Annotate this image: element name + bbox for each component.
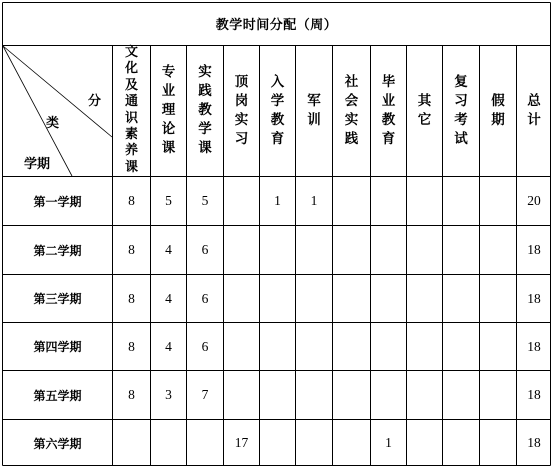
table-cell [333,371,370,419]
schedule-table [2,2,551,466]
column-header: 社 会 实 践 [344,73,359,147]
table-cell: 17 [234,435,249,450]
corner-label-type: 类 [46,116,60,131]
table-cell [371,371,406,419]
table-cell [480,420,516,466]
table-cell [371,323,406,370]
table-cell [407,226,442,274]
corner-label-category: 分 [88,94,102,109]
table-cell: 8 [128,338,135,354]
table-cell [333,275,370,322]
table-cell: 4 [165,242,172,257]
table-cell [333,177,370,225]
table-cell [260,275,295,322]
column-header: 假 期 [491,92,505,128]
corner-label-semester: 学期 [24,157,51,172]
table-cell: 3 [165,387,172,402]
table-cell: 8 [128,242,135,257]
column-header: 军 训 [307,92,321,128]
table-cell [333,226,370,274]
row-label: 第三学期 [33,292,82,306]
table-cell [151,420,186,466]
table-cell: 1 [310,193,318,208]
table-cell [260,371,295,419]
table-cell: 8 [128,290,135,306]
column-header: 入 学 教 育 [270,73,285,147]
table-cell: 8 [128,387,135,402]
column-header: 总 计 [527,92,541,128]
table-cell: 6 [201,242,209,257]
table-cell [333,323,370,370]
column-header: 实 践 教 学 课 [198,64,212,156]
table-cell [480,275,516,322]
table-cell [407,323,442,370]
table-cell [113,420,150,466]
table-cell: 18 [527,435,541,450]
column-header: 专 业 理 论 课 [161,64,176,156]
row-label: 第四学期 [33,340,82,354]
column-header: 文 化 及 通 识 素 养 课 [124,44,138,175]
table-cell [480,371,516,419]
table-cell [296,371,332,419]
table-cell [224,275,259,322]
table-title: 教学时间分配（周） [215,18,338,33]
table-cell: 4 [165,338,172,354]
table-cell [224,226,259,274]
table-cell [443,177,479,225]
table-cell [296,420,332,466]
table-cell: 18 [527,242,541,257]
column-header: 毕 业 教 育 [381,73,396,147]
table-cell: 8 [128,193,135,208]
table-cell: 1 [274,193,281,208]
table-cell [224,371,259,419]
table-cell [407,177,442,225]
table-cell [443,226,479,274]
column-header: 复 习 考 试 [454,73,468,147]
table-cell: 20 [527,193,541,208]
row-label: 第六学期 [33,436,82,451]
table-cell: 6 [201,338,209,354]
table-cell: 7 [201,387,209,402]
row-label: 第五学期 [33,388,82,403]
table-cell: 18 [527,387,541,402]
table-cell: 5 [165,193,172,208]
table-cell [443,275,479,322]
table-cell [371,177,406,225]
table-cell [480,177,516,225]
table-cell [260,226,295,274]
table-cell [224,177,259,225]
table-cell [443,420,479,466]
table-cell [443,323,479,370]
table-cell [480,323,516,370]
table-cell: 1 [385,435,392,450]
table-cell [333,420,370,466]
table-cell [296,275,332,322]
table-cell [260,420,295,466]
column-header: 顶 岗 实 习 [234,73,249,147]
table-cell [480,226,516,274]
table-cell: 18 [527,338,541,354]
table-cell [296,323,332,370]
table-cell: 6 [201,290,209,306]
row-label: 第一学期 [33,194,82,209]
table-cell [443,371,479,419]
table-cell [371,275,406,322]
table-cell [224,323,259,370]
table-cell [371,226,406,274]
table-cell [407,420,442,466]
row-label: 第二学期 [33,243,82,258]
table-cell [407,275,442,322]
table-cell: 5 [201,193,209,208]
column-header: 其 它 [417,92,432,128]
table-cell: 18 [527,290,541,306]
table-cell [260,323,295,370]
table-cell: 4 [165,290,172,306]
table-cell [187,420,223,466]
table-cell [296,226,332,274]
table-cell [407,371,442,419]
